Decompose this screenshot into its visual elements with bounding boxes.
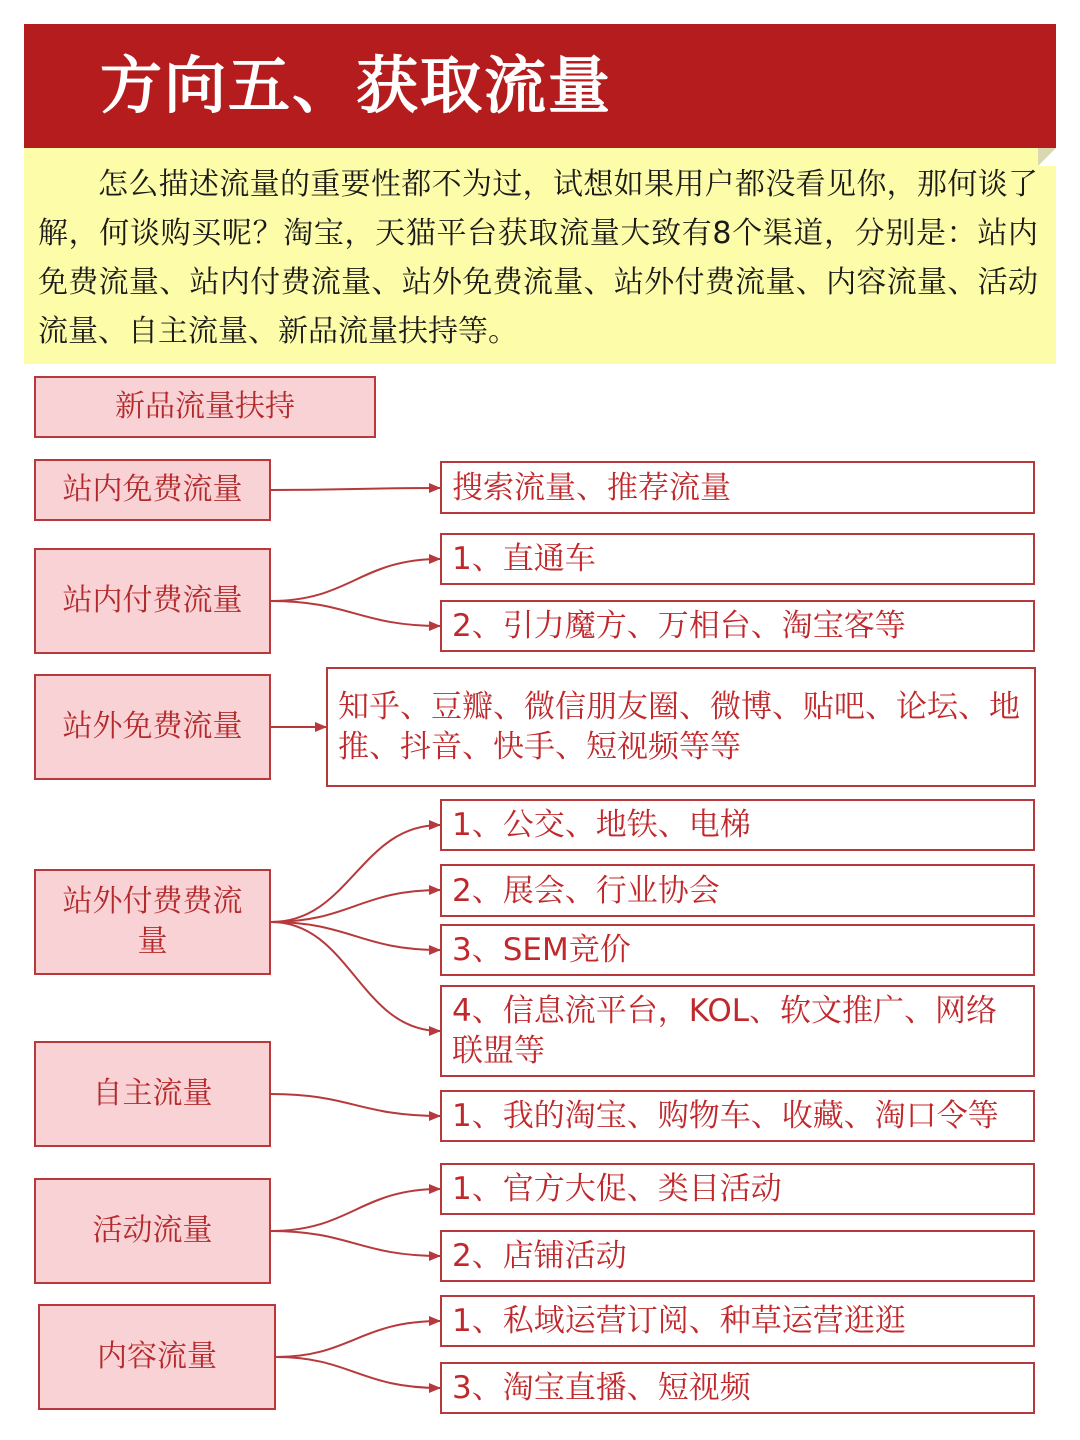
node-self-driven: 自主流量 <box>34 1041 271 1147</box>
node-activity: 活动流量 <box>34 1178 271 1284</box>
target-private-domain: 1、私域运营订阅、种草运营逛逛 <box>440 1295 1035 1347</box>
arrow-onsite-paid-2 <box>271 601 440 626</box>
target-shop-activity: 2、店铺活动 <box>440 1230 1035 1282</box>
node-onsite-free: 站内免费流量 <box>34 459 271 521</box>
target-through-train: 1、直通车 <box>440 533 1035 585</box>
node-new-product-support: 新品流量扶持 <box>34 376 376 438</box>
page-title: 方向五、获取流量 <box>100 49 613 122</box>
target-exhibitions: 2、展会、行业协会 <box>440 864 1035 917</box>
target-feed-kol: 4、信息流平台，KOL、软文推广、网络联盟等 <box>440 985 1035 1077</box>
target-bus-metro-elevator: 1、公交、地铁、电梯 <box>440 799 1035 851</box>
arrow-offsite-paid-1 <box>271 825 440 922</box>
intro-text: 怎么描述流量的重要性都不为过，试想如果用户都没看见你，那何谈了解，何谈购买呢？淘宝，天猫平台获取流量大致有8个渠道，分别是：站内免费流量、站内付费流量、站外免费流量、站外付费流量、内容流量、活动流量、自主流量、新品流量扶持等。 <box>38 167 1038 349</box>
target-my-taobao: 1、我的淘宝、购物车、收藏、淘口令等 <box>440 1090 1035 1142</box>
node-offsite-free: 站外免费流量 <box>34 674 271 780</box>
target-live-video: 3、淘宝直播、短视频 <box>440 1362 1035 1414</box>
target-official-promo: 1、官方大促、类目活动 <box>440 1163 1035 1215</box>
target-ad-tools: 2、引力魔方、万相台、淘宝客等 <box>440 600 1035 652</box>
arrow-onsite-free-1 <box>271 488 440 490</box>
target-social-platforms: 知乎、豆瓣、微信朋友圈、微博、贴吧、论坛、地推、抖音、快手、短视频等等 <box>326 667 1036 787</box>
arrow-onsite-paid-1 <box>271 559 440 601</box>
arrow-offsite-paid-4 <box>271 922 440 1031</box>
target-sem-bidding: 3、SEM竞价 <box>440 924 1035 976</box>
target-search-recommend: 搜索流量、推荐流量 <box>440 461 1035 514</box>
arrow-content-2 <box>276 1357 440 1388</box>
arrow-self-driven-1 <box>271 1094 440 1116</box>
arrow-content-1 <box>276 1321 440 1357</box>
arrow-activity-1 <box>271 1189 440 1231</box>
node-onsite-paid: 站内付费流量 <box>34 548 271 654</box>
arrow-activity-2 <box>271 1231 440 1256</box>
node-content: 内容流量 <box>38 1304 276 1410</box>
node-offsite-paid: 站外付费费流量 <box>34 869 271 975</box>
